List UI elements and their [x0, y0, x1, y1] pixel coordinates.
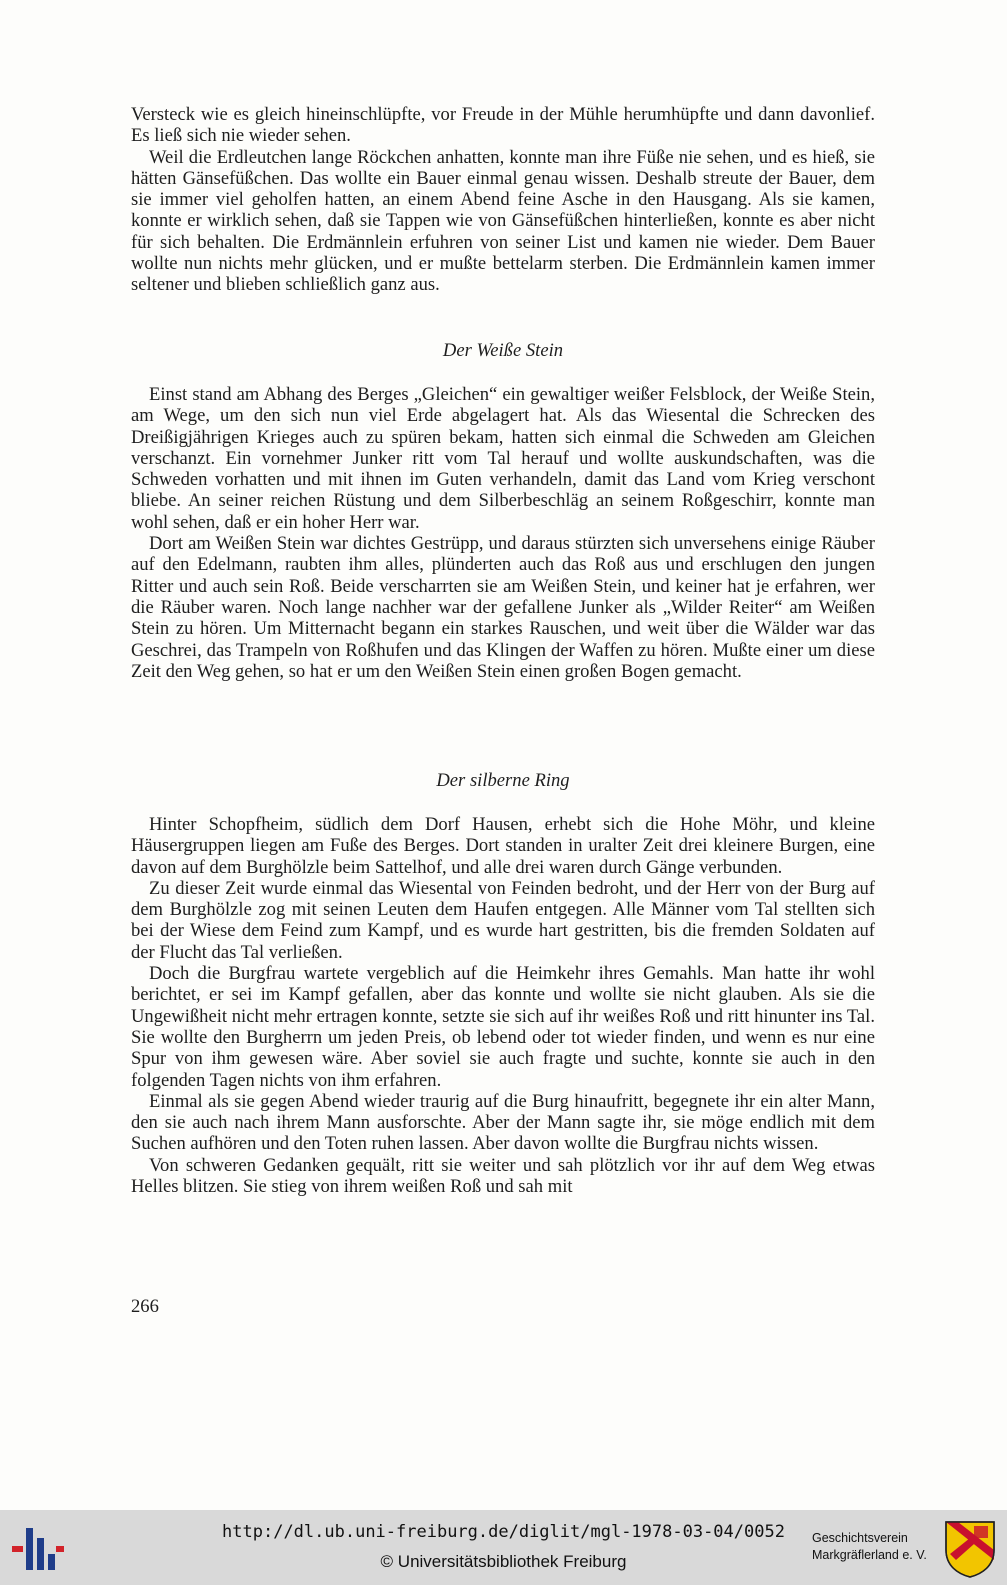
paragraph: Einst stand am Abhang des Berges „Gleichen“ ein gewaltiger weißer Felsblock, der Weiße Stein, am Wege, um den sich nun viel Erde abgelagert hat. Als das Wiesental die Schrecken des Dreißigjährigen Krieges auch zu spüren bekam, hatten sich einmal die Schweden am Gleichen verschanzt. Ein vornehmer Junker ritt vom Tal herauf und wollte auskundschaften, was die Schweden vorhatten und mit ihnen im Guten verhandeln, damit das Land vom Krieg verschont bliebe. An seiner reichen Rüstung und dem Silberbeschläg an seinem Roßgeschirr, konnte man wohl sehen, daß er ein hoher Herr war. [131, 384, 875, 533]
permalink-url[interactable]: http://dl.ub.uni-freiburg.de/diglit/mgl-1978-03-04/0052 [222, 1522, 785, 1542]
paragraph: Dort am Weißen Stein war dichtes Gestrüpp, und daraus stürzten sich unversehens einige Räuber auf den Edelmann, raubten ihm alles, plünderten auch das Roß aus und erschlugen den jungen Ritter und auch sein Roß. Beide verscharrten sie am Weißen Stein, und keiner hat je erfahren, wer die Räuber waren. Noch lange nachher war der gefallene Junker als „Wilder Reiter“ am Weißen Stein zu hören. Um Mitternacht begann ein starkes Rauschen, und weit über die Wälder war das Geschrei, das Trampeln von Roßhufen und das Klingen der Waffen zu hören. Mußte einer um diese Zeit den Weg gehen, so hat er um den Weißen Stein einen großen Bogen gemacht. [131, 533, 875, 682]
paragraph: Hinter Schopfheim, südlich dem Dorf Hausen, erhebt sich die Hohe Möhr, und kleine Häusergruppen liegen am Fuße des Berges. Dort standen in uralter Zeit drei kleinere Burgen, eine davon auf dem Burghölzle beim Sattelhof, und alle drei waren durch Gänge verbunden. [131, 814, 875, 878]
paragraph: Weil die Erdleutchen lange Röckchen anhatten, konnte man ihre Füße nie sehen, und es hieß, sie hätten Gänsefüßchen. Das wollte ein Bauer einmal genau wissen. Deshalb streute der Bauer, dem sie immer viel geholfen hatten, an einem Abend feine Asche in den Hausgang. Als sie kamen, konnte er wirklich sehen, daß sie Tappen wie von Gänsefüßchen hinterließen, konnte es aber nicht für sich behalten. Die Erdmännlein erfuhren von seiner List und kamen nie wieder. Dem Bauer wollte nun nichts mehr glücken, und er mußte bettelarm sterben. Die Erdmännlein kamen immer seltener und blieben schließlich ganz aus. [131, 146, 875, 296]
paragraph: Einmal als sie gegen Abend wieder traurig auf die Burg hinaufritt, begegnete ihr ein alter Mann, den sie auch nach ihrem Mann ausforschte. Aber der Mann sagte ihr, sie möge endlich mit dem Suchen aufhören und den Toten ruhen lassen. Aber davon wollte die Burgfrau nichts wissen. [131, 1090, 875, 1155]
paragraph: Versteck wie es gleich hineinschlüpfte, vor Freude in der Mühle herumhüpfte und dann davonlief. Es ließ sich nie wieder sehen. [131, 104, 875, 147]
page-number: 266 [131, 1296, 159, 1317]
section-heading: Der silberne Ring [436, 770, 570, 791]
society-line: Geschichtsverein [812, 1531, 908, 1545]
copyright-notice: © Universitätsbibliothek Freiburg [380, 1552, 627, 1571]
section-weisse-stein [131, 384, 875, 682]
society-line: Markgräflerland e. V. [812, 1548, 927, 1562]
society-name [812, 1530, 942, 1564]
section-heading: Der Weiße Stein [442, 340, 564, 361]
footer-bar [0, 1510, 1007, 1585]
section-silberne-ring [131, 814, 875, 1197]
paragraph: Zu dieser Zeit wurde einmal das Wiesental von Feinden bedroht, und der Herr von der Burg auf dem Burghölzle zog mit seinen Leuten dem Haufen entgegen. Alle Männer vom Tal stellten sich bei der Wiese dem Feind zum Kampf, und es wurde hart gestritten, bis die fremden Soldaten auf der Flucht das Tal verließen. [131, 877, 875, 963]
paragraph: Doch die Burgfrau wartete vergeblich auf die Heimkehr ihres Gemahls. Man hatte ihr wohl berichtet, er sei im Kampf gefallen, aber das konnte und wollte sie nicht glauben. Als sie die Ungewißheit nicht mehr ertragen konnte, setzte sie sich auf ihr weißes Roß und ritt hinunter ins Tal. Sie wollte den Burgherrn um jeden Preis, ob lebend oder tot wieder finden, und wenn es nur eine Spur von ihm gewesen wäre. Aber soviel sie auch fragte und suchte, konnte sie auch in den folgenden Tagen nichts von ihm erfahren. [131, 963, 875, 1091]
section-erdleutchen [131, 104, 875, 296]
paragraph: Von schweren Gedanken gequält, ritt sie weiter und sah plötzlich vor ihr auf dem Weg etwas Helles blitzen. Sie stieg von ihrem weißen Roß und sah mit [131, 1154, 875, 1198]
society-crest-icon [944, 1520, 996, 1578]
